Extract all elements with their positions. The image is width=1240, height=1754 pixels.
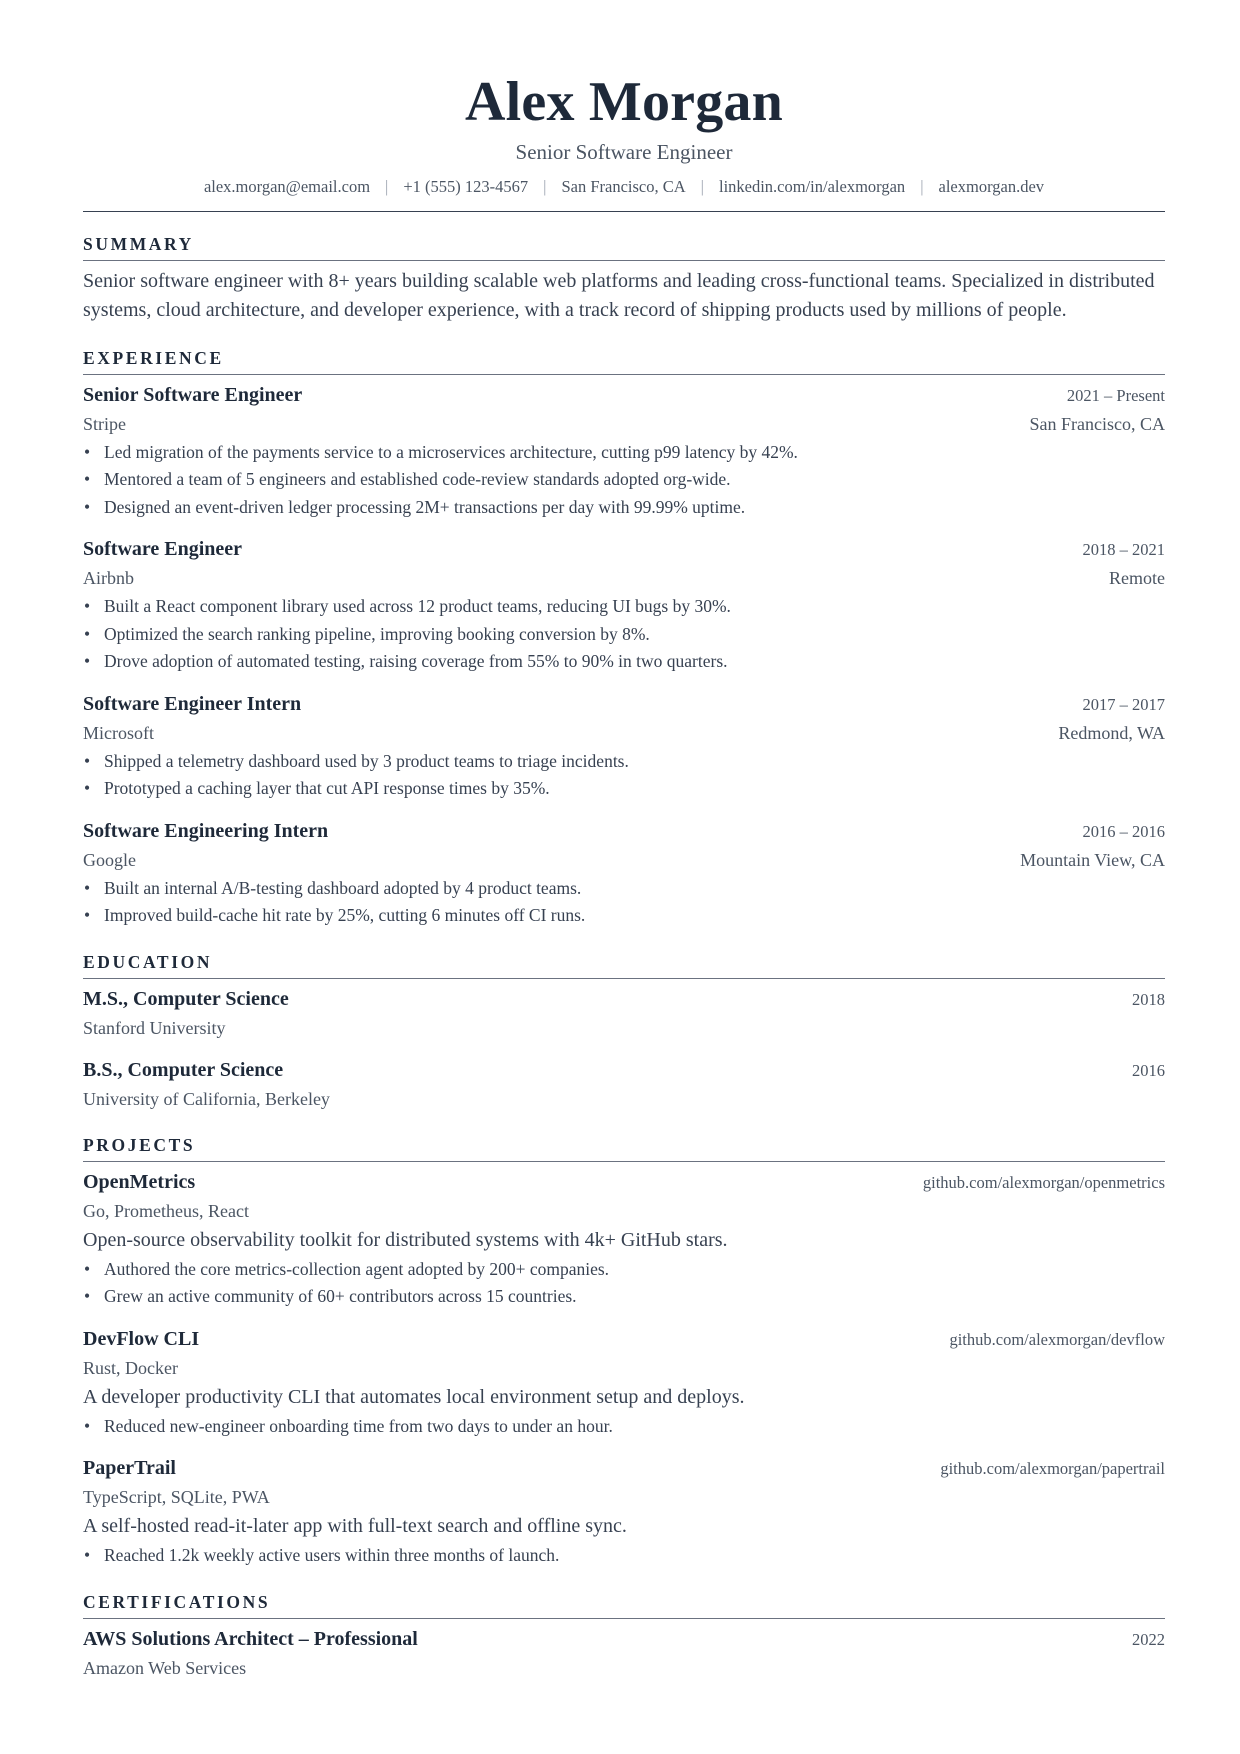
job-dates: 2021 – Present [1066, 385, 1165, 405]
bullet-item: • Led migration of the payments service to a microservices architecture, cutting p99 latency by 42%. [83, 439, 1165, 467]
project-link[interactable]: github.com/alexmorgan/papertrail [940, 1459, 1165, 1479]
project-description: A self-hosted read-it-later app with full-text search and offline sync. [83, 1515, 627, 1538]
school-name: University of California, Berkeley [83, 1088, 330, 1109]
project-entry [83, 1325, 1165, 1441]
job-dates: 2017 – 2017 [1082, 694, 1165, 714]
website-link[interactable]: alexmorgan.dev [938, 177, 1045, 197]
bullet-item: • Prototyped a caching layer that cut API response times by 35%. [83, 775, 1165, 803]
bullet-list [83, 593, 1165, 676]
project-link[interactable]: github.com/alexmorgan/openmetrics [922, 1172, 1165, 1192]
bullet-list [83, 875, 1165, 930]
contact-separator: | [700, 177, 704, 197]
bullet-item: • Mentored a team of 5 engineers and established code-review standards adopted org-wide. [83, 466, 1165, 494]
company-name: Stripe [83, 413, 126, 434]
resume-page [83, 70, 1165, 1696]
project-stack: Go, Prometheus, React [83, 1200, 249, 1221]
graduation-year: 2018 [1132, 989, 1165, 1009]
job-location: Remote [1109, 568, 1165, 589]
section-title: CERTIFICATIONS [83, 1592, 1165, 1619]
location-text: San Francisco, CA [561, 177, 686, 197]
bullet-item: • Grew an active community of 60+ contributors across 15 countries. [83, 1283, 1165, 1311]
experience-entry [83, 690, 1165, 803]
degree-name: M.S., Computer Science [83, 987, 289, 1010]
experience-entry [83, 381, 1165, 522]
degree-name: B.S., Computer Science [83, 1058, 284, 1081]
phone-number[interactable]: +1 (555) 123-4567 [403, 177, 529, 197]
contact-separator: | [920, 177, 924, 197]
certification-year: 2022 [1132, 1629, 1165, 1649]
experience-entry [83, 535, 1165, 676]
project-entry [83, 1454, 1165, 1570]
company-name: Microsoft [83, 722, 154, 743]
graduation-year: 2016 [1132, 1060, 1165, 1080]
bullet-item: • Improved build-cache hit rate by 25%, cutting 6 minutes off CI runs. [83, 902, 1165, 930]
section-title: PROJECTS [83, 1135, 1165, 1162]
projects-section [83, 1135, 1165, 1570]
contact-line [83, 177, 1165, 197]
section-title: EXPERIENCE [83, 348, 1165, 375]
company-name: Google [83, 849, 136, 870]
bullet-item: • Shipped a telemetry dashboard used by 3 product teams to triage incidents. [83, 748, 1165, 776]
section-title: EDUCATION [83, 952, 1165, 979]
job-title: Software Engineer Intern [83, 692, 302, 715]
bullet-item: • Built a React component library used across 12 product teams, reducing UI bugs by 30%. [83, 593, 1165, 621]
project-stack: TypeScript, SQLite, PWA [83, 1487, 270, 1508]
candidate-name: Alex Morgan [465, 71, 783, 133]
email-link[interactable]: alex.morgan@email.com [203, 177, 371, 197]
bullet-list [83, 1542, 1165, 1570]
project-description: A developer productivity CLI that automates local environment setup and deploys. [83, 1385, 745, 1408]
school-name: Stanford University [83, 1017, 226, 1038]
certification-name: AWS Solutions Architect – Professional [83, 1627, 418, 1650]
company-name: Airbnb [83, 568, 134, 589]
bullet-item: • Reached 1.2k weekly active users within three months of launch. [83, 1542, 1165, 1570]
certification-issuer: Amazon Web Services [83, 1657, 247, 1678]
summary-section [83, 234, 1165, 326]
job-dates: 2016 – 2016 [1082, 821, 1165, 841]
project-entry [83, 1168, 1165, 1311]
job-location: Redmond, WA [1058, 722, 1165, 743]
education-entry [83, 1056, 1165, 1113]
bullet-item: • Built an internal A/B-testing dashboard adopted by 4 product teams. [83, 875, 1165, 903]
section-title: SUMMARY [83, 234, 1165, 261]
certifications-section [83, 1592, 1165, 1682]
job-dates: 2018 – 2021 [1082, 540, 1165, 560]
bullet-list [83, 439, 1165, 522]
job-title: Software Engineer [83, 538, 243, 561]
project-name: DevFlow CLI [83, 1327, 200, 1350]
bullet-list [83, 748, 1165, 803]
bullet-item: • Drove adoption of automated testing, raising coverage from 55% to 90% in two quarters. [83, 648, 1165, 676]
bullet-item: • Reduced new-engineer onboarding time from two days to under an hour. [83, 1413, 1165, 1441]
job-title: Senior Software Engineer [83, 383, 303, 406]
bullet-item: • Designed an event-driven ledger processing 2M+ transactions per day with 99.99% uptime. [83, 494, 1165, 522]
job-title: Software Engineering Intern [83, 819, 329, 842]
bullet-item: • Authored the core metrics-collection agent adopted by 200+ companies. [83, 1256, 1165, 1284]
project-link[interactable]: github.com/alexmorgan/devflow [949, 1329, 1165, 1349]
bullet-list [83, 1256, 1165, 1311]
project-stack: Rust, Docker [83, 1357, 178, 1378]
experience-entry [83, 817, 1165, 930]
contact-separator: | [543, 177, 547, 197]
resume-header [83, 71, 1165, 212]
project-name: PaperTrail [83, 1457, 176, 1480]
education-section [83, 952, 1165, 1113]
project-name: OpenMetrics [83, 1170, 196, 1193]
summary-text: Senior software engineer with 8+ years building scalable web platforms and leading cross-functional teams. Specialized in distributed systems, cloud architecture, and developer experience, with a track record of shipping products used by millions of people. [83, 269, 1155, 322]
candidate-headline: Senior Software Engineer [515, 140, 733, 164]
job-location: Mountain View, CA [1020, 849, 1165, 870]
contact-separator: | [385, 177, 389, 197]
job-location: San Francisco, CA [1029, 413, 1165, 434]
experience-section [83, 348, 1165, 930]
linkedin-link[interactable]: linkedin.com/in/alexmorgan [718, 177, 906, 197]
certification-entry [83, 1625, 1165, 1682]
project-description: Open-source observability toolkit for distributed systems with 4k+ GitHub stars. [83, 1228, 728, 1251]
bullet-item: • Optimized the search ranking pipeline, improving booking conversion by 8%. [83, 621, 1165, 649]
bullet-list [83, 1413, 1165, 1441]
education-entry [83, 985, 1165, 1042]
